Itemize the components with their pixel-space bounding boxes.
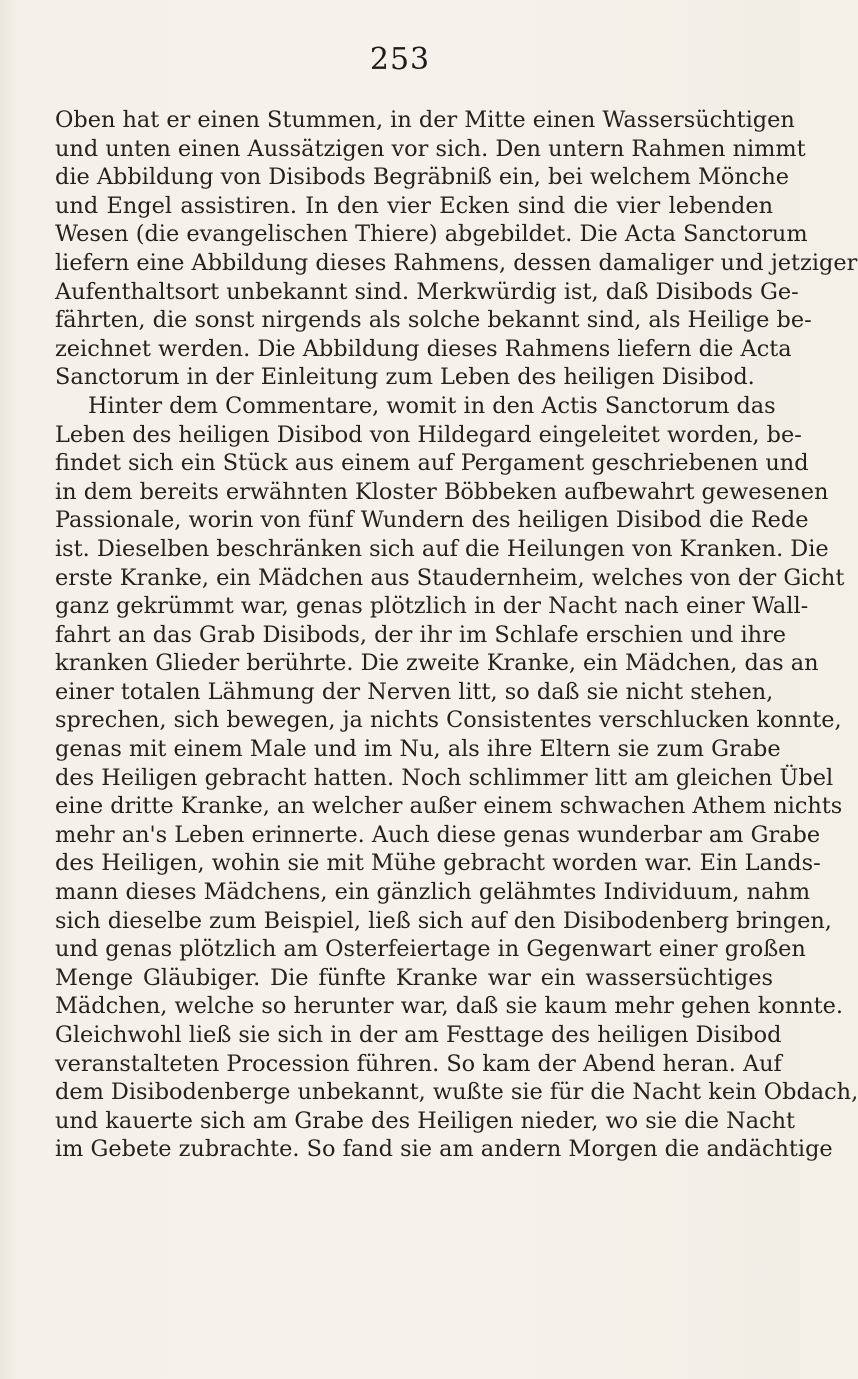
text-line: liefern eine Abbildung dieses Rahmens, dessen damaliger und jetziger <box>55 249 858 276</box>
text-line: findet sich ein Stück aus einem auf Pergament geschriebenen und <box>55 450 809 477</box>
text-line: ist. Dieselben beschränken sich auf die Heilungen von Kranken. Die <box>55 535 829 562</box>
text-line: Hinter dem Commentare, womit in den Actis Sanctorum das <box>88 392 776 419</box>
text-line: veranstalteten Procession führen. So kam der Abend heran. Auf <box>55 1050 782 1077</box>
text-line: Aufenthaltsort unbekannt sind. Merkwürdig ist, daß Disibods Ge- <box>55 278 799 305</box>
text-line: Leben des heiligen Disibod von Hildegard eingeleitet worden, be- <box>55 421 802 448</box>
text-line: mann dieses Mädchens, ein gänzlich gelähmtes Individuum, nahm <box>55 879 811 906</box>
text-line: die Abbildung von Disibods Begräbniß ein, bei welchem Mönche <box>55 164 790 191</box>
text-line: kranken Glieder berührte. Die zweite Kranke, ein Mädchen, das an <box>55 650 819 677</box>
text-line: Wesen (die evangelischen Thiere) abgebildet. Die Acta Sanctorum <box>55 221 808 248</box>
text-line: im Gebete zubrachte. So fand sie am andern Morgen die andächtige <box>55 1136 833 1163</box>
text-line: und genas plötzlich am Osterfeiertage in Gegenwart einer großen <box>55 936 806 963</box>
text-line: Mädchen, welche so herunter war, daß sie kaum mehr gehen konnte. <box>55 993 843 1020</box>
text-line: sich dieselbe zum Beispiel, ließ sich auf den Disibodenberg bringen, <box>55 907 832 934</box>
text-line: eine dritte Kranke, an welcher außer einem schwachen Athem nichts <box>55 793 843 820</box>
text-line: und Engel assistiren. In den vier Ecken sind die vier lebenden <box>55 192 773 219</box>
text-line: Gleichwohl ließ sie sich in der am Festtage des heiligen Disibod <box>55 1022 782 1048</box>
text-line: des Heiligen gebracht hatten. Noch schlimmer litt am gleichen Übel <box>55 764 834 791</box>
text-line: Passionale, worin von fünf Wundern des heiligen Disibod die Rede <box>55 507 809 534</box>
text-line: dem Disibodenberge unbekannt, wußte sie für die Nacht kein Obdach, <box>55 1079 858 1106</box>
text-line: Menge Gläubiger. Die fünfte Kranke war ein wassersüchtiges <box>55 964 773 991</box>
text-line: Sanctorum in der Einleitung zum Leben des heiligen Disibod. <box>55 364 755 391</box>
text-line: ganz gekrümmt war, genas plötzlich in der Nacht nach einer Wall- <box>55 593 809 620</box>
body-text <box>55 106 858 1164</box>
text-line: fährten, die sonst nirgends als solche bekannt sind, als Heilige be- <box>55 307 812 334</box>
text-line: genas mit einem Male und im Nu, als ihre Eltern sie zum Grabe <box>55 736 781 763</box>
text-line: und kauerte sich am Grabe des Heiligen nieder, wo sie die Nacht <box>55 1107 796 1134</box>
text-line: des Heiligen, wohin sie mit Mühe gebracht worden war. Ein Lands- <box>55 850 821 877</box>
text-line: Oben hat er einen Stummen, in der Mitte einen Wassersüchtigen <box>55 107 795 133</box>
text-line: mehr an's Leben erinnerte. Auch diese genas wunderbar am Grabe <box>55 821 821 848</box>
text-line: in dem bereits erwähnten Kloster Böbbeken aufbewahrt gewesenen <box>55 478 829 505</box>
text-line: sprechen, sich bewegen, ja nichts Consistentes verschlucken konnte, <box>55 707 842 734</box>
text-line: erste Kranke, ein Mädchen aus Staudernheim, welches von der Gicht <box>55 564 845 591</box>
text-line: und unten einen Aussätzigen vor sich. Den untern Rahmen nimmt <box>55 135 806 162</box>
text-line: zeichnet werden. Die Abbildung dieses Rahmens liefern die Acta <box>55 335 792 362</box>
page-number: 253 <box>369 42 431 77</box>
text-line: fahrt an das Grab Disibods, der ihr im Schlafe erschien und ihre <box>55 621 787 648</box>
text-line: einer totalen Lähmung der Nerven litt, so daß sie nicht stehen, <box>55 678 774 705</box>
